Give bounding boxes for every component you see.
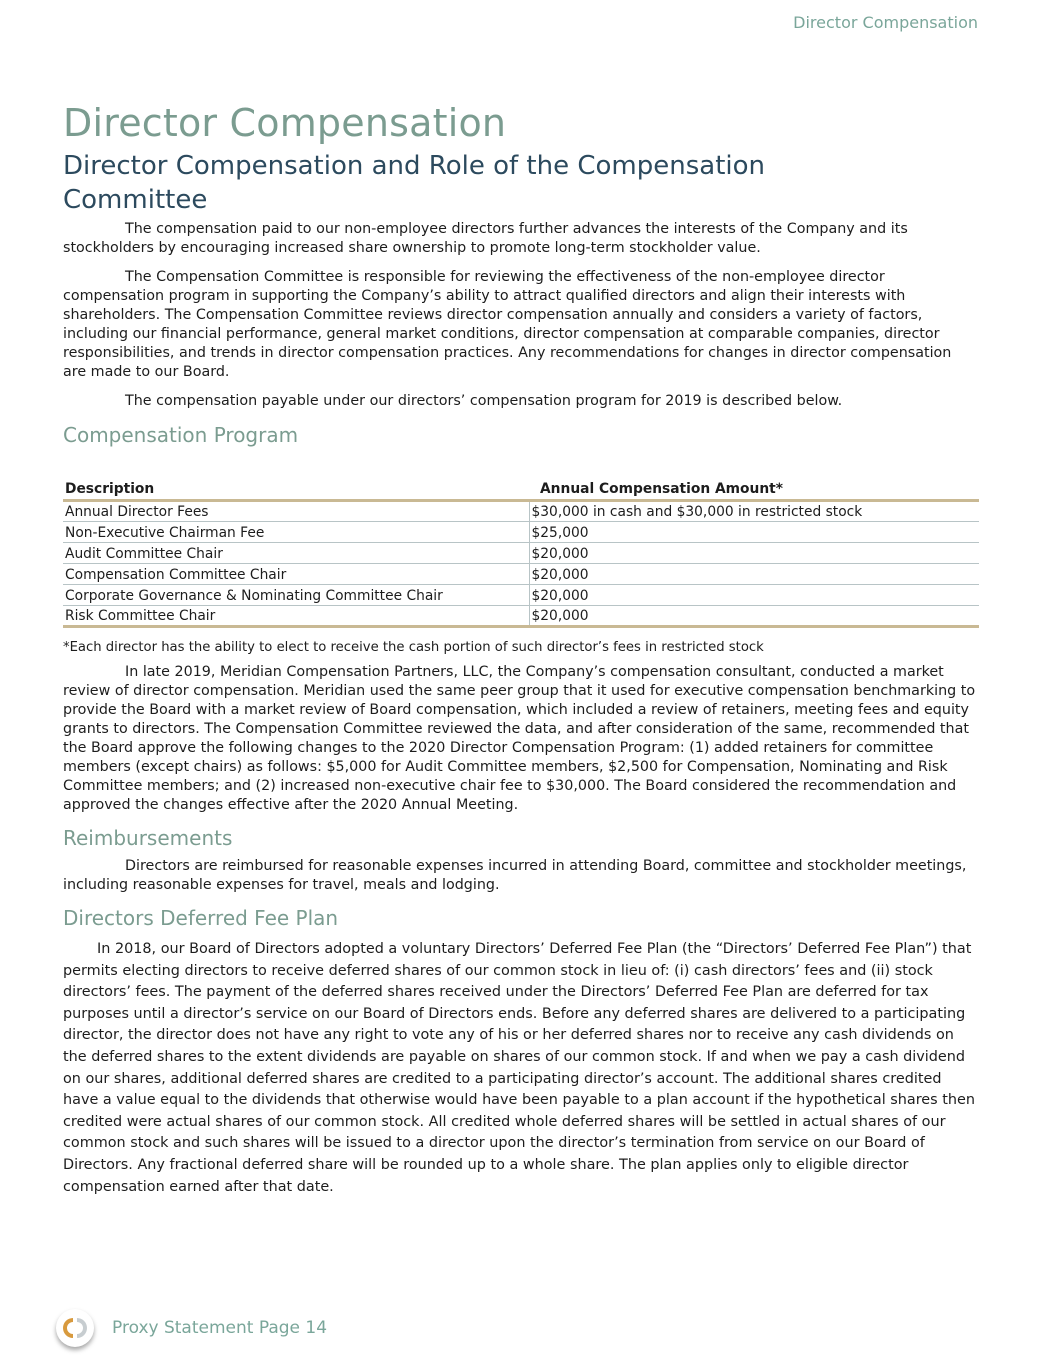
row-amount: $20,000 [529, 585, 979, 606]
table-row [63, 501, 979, 522]
column-header-description: Description [63, 481, 529, 501]
company-logo-icon [56, 1309, 94, 1347]
deferred-fee-plan-heading: Directors Deferred Fee Plan [63, 906, 339, 930]
table-row [63, 585, 979, 606]
table-row [63, 606, 979, 627]
column-header-amount: Annual Compensation Amount* [529, 481, 979, 501]
compensation-table [63, 481, 979, 628]
intro-paragraph-2: The Compensation Committee is responsible for reviewing the effectiveness of the non-employee director compensation program in supporting the Company’s ability to attract qualified directors and align their interests with shareholders. The Compensation Committee reviews director compensation annually and considers a variety of factors, including our financial performance, general market conditions, director compensation at comparable companies, director responsibilities, and trends in director compensation practices. Any recommendations for changes in director compensation are made to our Board. [63, 269, 952, 380]
table-row [63, 543, 979, 564]
row-description: Non-Executive Chairman Fee [63, 522, 529, 543]
row-amount: $20,000 [529, 606, 979, 627]
table-header-row [63, 481, 979, 501]
page-content [63, 100, 979, 1198]
page-title: Director Compensation [63, 101, 507, 145]
intro-paragraph-1: The compensation paid to our non-employee directors further advances the interests of the Company and its stockholders by encouraging increased share ownership to promote long-term stockholder value. [63, 221, 908, 256]
row-description: Corporate Governance & Nominating Committee Chair [63, 585, 529, 606]
running-header: Director Compensation [793, 13, 978, 32]
page-number-label: Proxy Statement Page 14 [112, 1318, 328, 1338]
reimbursements-paragraph: Directors are reimbursed for reasonable expenses incurred in attending Board, committee and stockholder meetings, including reasonable expenses for travel, meals and lodging. [63, 858, 967, 893]
deferred-fee-plan-paragraph: In 2018, our Board of Directors adopted a voluntary Directors’ Deferred Fee Plan (the “Directors’ Deferred Fee Plan”) that permits electing directors to receive deferred shares of our common stock in lieu of: (i) cash directors’ fees and (ii) stock directors’ fees. The payment of the deferred shares received under the Directors’ Deferred Fee Plan are deferred for tax purposes until a director’s service on our Board of Directors ends. Before any deferred shares are delivered to a participating director, the director does not have any right to vote any of his or her deferred shares nor to receive any cash dividends on the deferred shares to the extent dividends are payable on shares of our common stock. If and when we pay a cash dividend on our shares, additional deferred shares are credited to a participating director’s account. The additional shares credited have a value equal to the dividends that otherwise would have been payable to a plan account if the hypothetical shares then credited were actual shares of our common stock. All credited whole deferred shares will be settled in actual shares of our common stock and such shares will be issued to a director upon the director’s termination from service on our Board of Directors. Any fractional deferred share will be rounded up to a whole share. The plan applies only to eligible director compensation earned after that date. [63, 941, 975, 1195]
row-amount: $30,000 in cash and $30,000 in restricted stock [529, 501, 979, 522]
row-description: Risk Committee Chair [63, 606, 529, 627]
table-footnote: *Each director has the ability to elect to receive the cash portion of such director’s fees in restricted stock [63, 640, 764, 655]
page-footer [56, 1309, 327, 1347]
section-subtitle: Director Compensation and Role of the Compensation Committee [63, 151, 765, 215]
row-amount: $20,000 [529, 564, 979, 585]
row-description: Audit Committee Chair [63, 543, 529, 564]
market-review-paragraph: In late 2019, Meridian Compensation Partners, LLC, the Company’s compensation consultant, conducted a market review of director compensation. Meridian used the same peer group that it used for executive compensation benchmarking to provide the Board with a market review of Board compensation, which included a review of retainers, meeting fees and equity grants to directors. The Compensation Committee reviewed the data, and after consideration of the same, recommended that the Board approve the following changes to the 2020 Director Compensation Program: (1) added retainers for committee members (except chairs) as follows: $5,000 for Audit Committee members, $2,500 for Compensation, Nominating and Risk Committee members; and (2) increased non-executive chair fee to $30,000. The Board considered the recommendation and approved the changes effective after the 2020 Annual Meeting. [63, 664, 976, 813]
row-amount: $20,000 [529, 543, 979, 564]
row-description: Compensation Committee Chair [63, 564, 529, 585]
reimbursements-heading: Reimbursements [63, 826, 233, 850]
intro-paragraph-3: The compensation payable under our directors’ compensation program for 2019 is described below. [125, 393, 843, 409]
table-row [63, 522, 979, 543]
row-description: Annual Director Fees [63, 501, 529, 522]
compensation-program-heading: Compensation Program [63, 423, 299, 447]
table-row [63, 564, 979, 585]
row-amount: $25,000 [529, 522, 979, 543]
